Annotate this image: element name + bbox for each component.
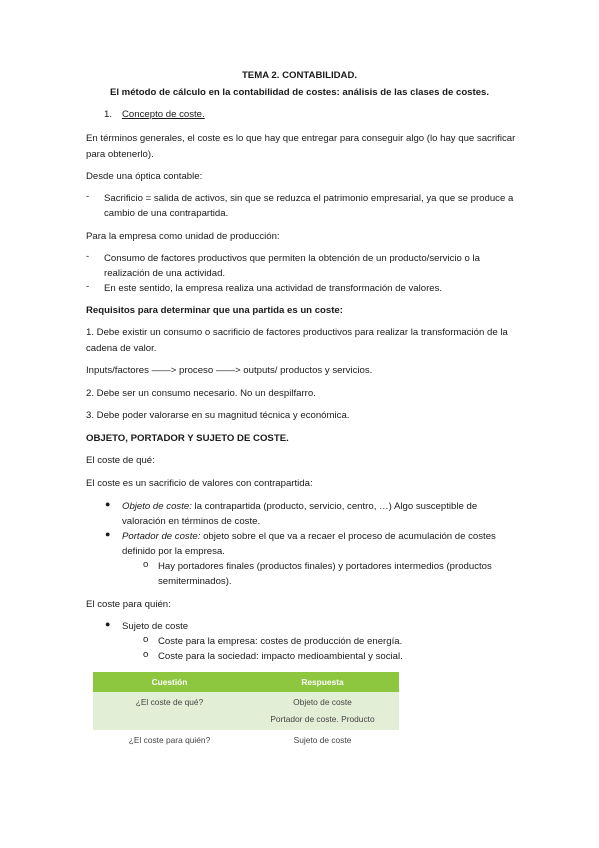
cell-text: Portador de coste. Producto [270,714,375,724]
paragraph: 1. Debe existir un consumo o sacrificio de factores productivos para realizar la transformación de la cadena de valor. [86,327,508,354]
bullet-marker: ● [105,619,111,629]
sub-bullet-item: Coste para la sociedad: impacto medioambiental y social. [158,651,403,662]
sub-bullet-item: Hay portadores finales (productos finales) y portadores intermedios (productos semiterminados). [158,561,492,587]
paragraph: 2. Debe ser un consumo necesario. No un despilfarro. [86,388,316,399]
table-row [93,692,399,730]
dash-marker: - [86,191,90,202]
doc-subtitle: El método de cálculo en la contabilidad de costes: análisis de las clases de costes. [109,87,490,98]
bullet-text: objeto sobre el que va a recaer el proceso de acumulación de costes definido por la empresa. [122,531,496,557]
paragraph: El coste de qué: [86,455,155,466]
section-heading: Concepto de coste. [122,109,205,120]
table-header-row [93,672,399,692]
cell-text: Sujeto de coste [293,735,352,745]
paragraph: En términos generales, el coste es lo que hay que entregar para conseguir algo (lo hay que sacrificar para obtenerlo). [86,133,516,160]
bullet-marker: ● [105,499,111,509]
bullet-item [122,529,522,559]
sub-bullet-marker: o [143,559,149,570]
paragraph: El coste para quién: [86,599,171,610]
paragraph-heading: Requisitos para determinar que una partida es un coste: [86,305,343,316]
paragraph: Para la empresa como unidad de producción: [86,231,280,242]
table-cell [246,730,399,750]
table-header-cell: Cuestión [93,672,246,692]
bullet-marker: ● [105,529,111,539]
bullet-item [122,499,522,529]
sub-bullet-marker: o [143,634,149,645]
bullet-label: Portador de coste: [122,531,201,542]
dash-item: Consumo de factores productivos que permiten la obtención de un producto/servicio o la realización de una actividad. [104,253,480,279]
paragraph: Inputs/factores ——> proceso ——> outputs/ productos y servicios. [86,365,373,376]
table-cell [246,692,399,730]
sub-bullet-marker: o [143,649,149,660]
dash-marker: - [86,281,90,292]
bullet-text: la contrapartida (producto, servicio, centro, …) Algo susceptible de valoración en términos de coste. [122,501,478,527]
table-cell [93,730,246,750]
dash-marker: - [86,251,90,262]
paragraph: Desde una óptica contable: [86,171,203,182]
section-number: 1. [104,109,113,120]
cell-text: ¿El coste de qué? [135,697,204,707]
paragraph: 3. Debe poder valorarse en su magnitud técnica y económica. [86,410,350,421]
cell-text: Objeto de coste [293,697,352,707]
paragraph: El coste es un sacrificio de valores con contrapartida: [86,478,313,489]
question-answer-table [93,672,399,750]
paragraph-heading: OBJETO, PORTADOR Y SUJETO DE COSTE. [86,433,289,444]
dash-item: Sacrificio = salida de activos, sin que se reduzca el patrimonio empresarial, ya que se produce a cambio de una contrapartida. [104,193,514,219]
table-row [93,730,399,750]
sub-bullet-item: Coste para la empresa: costes de producción de energía. [158,636,403,647]
cell-text: ¿El coste para quién? [128,735,211,745]
table-header-cell: Respuesta [246,672,399,692]
dash-item: En este sentido, la empresa realiza una actividad de transformación de valores. [104,283,443,294]
bullet-label: Objeto de coste: [122,501,192,512]
bullet-item: Sujeto de coste [122,621,189,632]
table-cell [93,692,246,730]
doc-title: TEMA 2. CONTABILIDAD. [241,70,358,81]
